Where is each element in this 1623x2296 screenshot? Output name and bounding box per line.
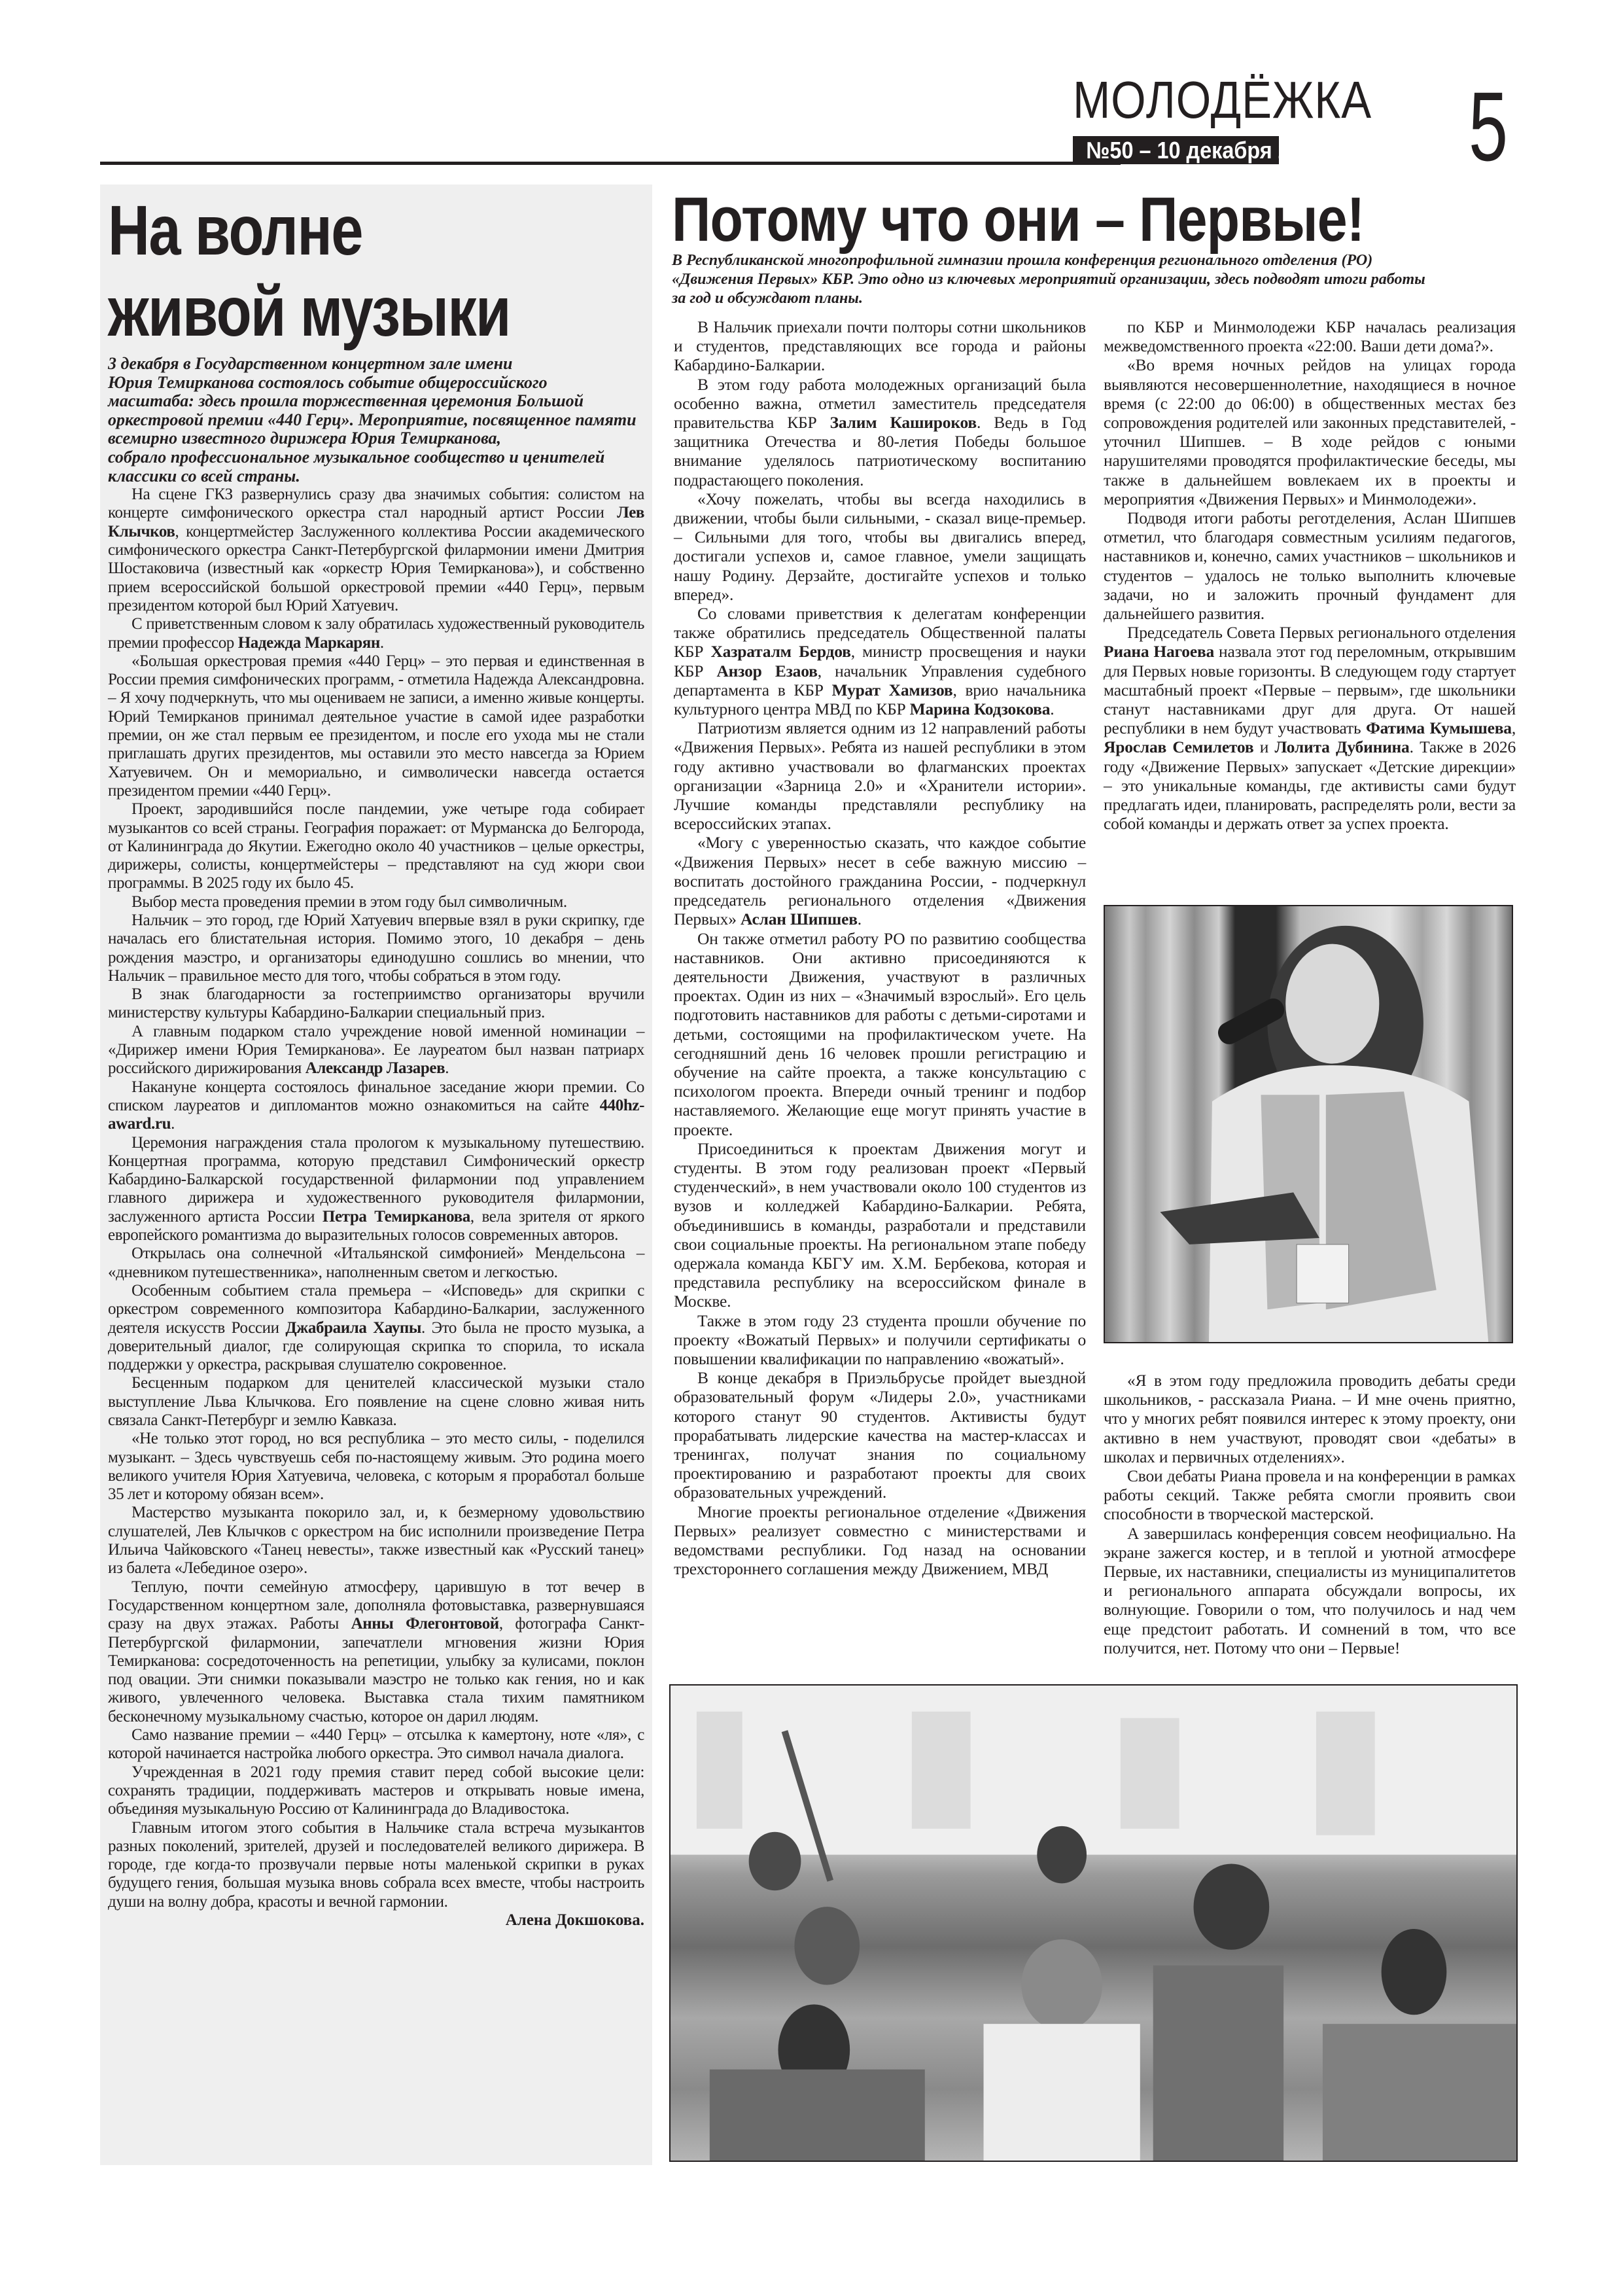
paragraph	[674, 375, 1086, 489]
text-run: Выбор места проведения премии в этом году был символичным.	[131, 892, 567, 911]
paragraph	[108, 1726, 644, 1763]
text-run: Мастерство музыканта покорило зал, и, к безмерному удовольствию слушателей, Лев Клычков с оркестром на бис исполнили произведение Петра Ильича Чайковского «Танец невесты», также известный как «Русский танец» из балета «Лебединое озеро».	[108, 1504, 644, 1578]
issue-badge	[1073, 136, 1325, 164]
text-run: ,	[1511, 718, 1516, 738]
bold-name: Фатима Кумышева	[1365, 718, 1512, 738]
text-run: , концертмейстер Заслуженного коллектива России академического симфонического оркестра Санкт-Петербургской филармонии имени Дмитрия Шостаковича (известный как «оркестр Юрия Темирканова»), и собственно прием всероссийской большой оркестровой премии «440 Герц», первым президентом которой был Юрий Хатуевич.	[108, 522, 644, 614]
text-run: .	[445, 1059, 449, 1078]
bold-name: Аслан Шипшев	[740, 910, 858, 929]
lead-line: «Движения Первых» КБР. Это одно из ключевых мероприятий организации, здесь подводят итоги работы	[672, 271, 1425, 288]
text-run: .	[1050, 699, 1055, 719]
bold-name: Александр Лазарев	[305, 1059, 445, 1078]
text-run: .	[171, 1115, 175, 1133]
left-article	[100, 185, 652, 2165]
crowd-photo	[669, 1684, 1518, 2162]
lead-line: масштаба: здесь прошла торжественная церемония Большой	[108, 391, 584, 411]
paragraph	[674, 718, 1086, 833]
text-run: В конце декабря в Приэльбрусье пройдет выездной образовательный форум «Лидеры 2.0», участниками которого станут 90 студентов. Активисты будут прорабатывать лидерские качества на мастер-классах и тренингах, получат знания по социальному проектированию и разработают проекты для своих образовательных учреждений.	[674, 1368, 1086, 1502]
text-run: Особенным событием стала премьера – «Исповедь» для скрипки с оркестром современного композитора Кабардино-Балкарии, заслуженного деятеля искусств России	[108, 1281, 644, 1337]
lead-line: 3 декабря в Государственном концертном зале имени	[108, 354, 513, 373]
person-head	[794, 1907, 860, 1985]
paragraph	[674, 1139, 1086, 1311]
paragraph	[108, 486, 644, 615]
text-run: «Большая оркестровая премия «440 Герц» – это первая и единственная в России премия симфонических программ, - отметила Надежда Александровна. – Я хочу подчеркнуть, что мы оцениваем не записи, а именно живые концерты. Юрий Темирканов принимал деятельное участие в самой идее разработки премии, он же стал первым ее президентом, и после его ухода мы не стали приглашать других президентов, мы оставили это место навсегда за Юрием Хатуевичем. Он и мемориально, и символически навсегда остается президентом премии «440 Герц».	[108, 652, 644, 800]
left-article-body	[108, 486, 644, 1911]
text-run: В знак благодарности за гостеприимство организаторы вручили министерству культуры Кабардино-Балкарии специальный приз.	[108, 985, 644, 1022]
paragraph	[674, 1311, 1086, 1369]
text-run: . Также в 2026 году «Движение Первых» запускает «Детские дирекции» – это уникальные команды, где активисты сами будут предлагать идеи, планировать, распределять роли, вести за собой команды и держать ответ за успех проекта.	[1104, 737, 1516, 834]
text-run: . Это была не просто музыка, а доверительный диалог, где солирующая скрипка то спорила, то искала поддержки у оркестра, раскрывая слушателю сокровенное.	[108, 1318, 644, 1374]
bold-name: Лолита Дубинина	[1274, 737, 1410, 757]
bold-name: Залим Кашироков	[829, 413, 977, 433]
author-signature: Алена Докшокова.	[505, 1911, 644, 1930]
bold-name: Ярослав Семилетов	[1104, 737, 1254, 757]
paragraph	[1104, 355, 1516, 508]
right-article-column-2	[1104, 317, 1516, 833]
lead-line: за год и обсуждают планы.	[672, 290, 863, 307]
text-run: «Хочу пожелать, чтобы вы всегда находились в движении, чтобы были сильными, - сказал вице-премьер. – Сильными для того, чтобы вы двигались вперед, достигали успехов и, самое главное, умели защищать нашу Родину. Дерзайте, достигайте успехов и только вперед».	[674, 489, 1086, 604]
newspaper-title: МОЛОДЁЖКА	[1073, 71, 1372, 129]
paragraph	[108, 1023, 644, 1078]
text-run: В Нальчик приехали почти полторы сотни школьников и студентов, представляющих все города и районы Кабардино-Балкарии.	[674, 317, 1086, 375]
paragraph	[1104, 317, 1516, 355]
text-run: , врио начальника культурного центра МВД по КБР	[674, 680, 1086, 719]
bold-name: Хазраталм Бердов	[710, 642, 851, 662]
dark-shirt-shape	[1153, 1966, 1283, 2161]
lead-line: Юрия Темирканова состоялось событие общероссийского	[108, 372, 548, 392]
paragraph	[108, 1763, 644, 1819]
person-head	[749, 1832, 801, 1891]
right-article-column-1	[674, 317, 1086, 1578]
bold-name: Анзор Езаов	[716, 661, 818, 680]
text-run: А завершилась конференция совсем неофициально. На экране зажегся костер, и в теплой и уютной атмосфере Первые, их наставники, специалисты из муниципалитетов и регионального аппарата обсуждали вопросы, их волнующие. Говорили о том, что получилось и над чем еще предстоит работать. И сомнений в том, что все получится, нет. Потому что они – Первые!	[1104, 1523, 1516, 1657]
text-run: , фотографа Санкт-Петербургской филармонии, запечатлели мгновения жизни Юрия Темирканова: сосредоточенность на репетиции, улыбку за кулисами, поклон под овации. Эти снимки показывали маэстро не только как гения, но и как живого, увлеченного человека. Выставка стала тихим памятником бесконечному музыкальному счастью, которое он дарил людям.	[108, 1615, 644, 1725]
paragraph	[108, 985, 644, 1023]
text-run: Главным итогом этого события в Нальчике стала встреча музыкантов разных поколений, зрителей, друзей и последователей великого дирижера. В городе, где когда-то прозвучали первые ноты маленькой скрипки в руках будущего гения, большая музыка вновь собрала всех вместе, чтобы настроить души на волну добра, красоты и вечной гармонии.	[108, 1818, 644, 1911]
bold-name: Марина Кодзокова	[909, 699, 1051, 719]
masthead	[1073, 71, 1439, 164]
shirt-shape	[710, 2070, 925, 2161]
text-run: , министр просвещения и науки КБР	[674, 642, 1086, 680]
right-article-column-3	[1104, 1371, 1516, 1657]
text-run: Присоединиться к проектам Движения могут и студенты. В этом году реализован проект «Первый студенческий», в нем участвовали около 100 студентов из вузов и колледжей Кабардино-Балкарии. Ребята, объединившись в команды, разработали и представили свои социальные проекты. На региональном этапе победу одержала команда КБГУ им. Х.М. Бербекова, которая и представила республику на всероссийском финале в Москве.	[674, 1139, 1086, 1311]
speaker-photo	[1104, 905, 1513, 1343]
paragraph	[1104, 1466, 1516, 1524]
paragraph	[108, 800, 644, 892]
paragraph	[108, 911, 644, 985]
page-number: 5	[1469, 71, 1509, 181]
text-run: С приветственным словом к залу обратилась художественный руководитель премии профессор	[108, 615, 644, 652]
text-run: Проект, зародившийся после пандемии, уже четыре года собирает музыкантов со всей страны. География поражает: от Мурманска до Белгорода, от Калининграда до Якутии. Ежегодно около 40 участников – целые оркестры, дирижеры, солисты, концертмейстеры – представляют на суд жюри свои программы. В 2025 году их было 45.	[108, 800, 644, 892]
badge-shape	[1297, 1245, 1348, 1303]
person-head	[1382, 1929, 1447, 2015]
text-run: А главным подарком стало учреждение новой именной номинации – «Дирижер имени Юрия Темирканова». Ее лауреатом был назван патриарх российского дирижирования	[108, 1022, 644, 1078]
window-shape	[912, 1712, 971, 1829]
left-article-lead	[108, 355, 644, 486]
lead-line: всемирно известного дирижера Юрия Темирканова,	[108, 429, 502, 448]
paragraph	[1104, 1371, 1516, 1466]
bold-name: Анны Флегонтовой	[351, 1615, 499, 1633]
text-run: Бесценным подарком для ценителей классической музыки стало выступление Льва Клычкова. Его появление на сцене словно живая нить связала Санкт-Петербург и землю Кавказа.	[108, 1374, 644, 1429]
bold-name: Лев Клычков	[108, 504, 644, 540]
text-run: «Могу с уверенностью сказать, что каждое событие «Движения Первых» несет в себе важную миссию – воспитать достойного гражданина России, - подчеркнул председатель регионального отделения «Движения Первых»	[674, 833, 1086, 929]
text-run: назвала этот год переломным, открывшим для Первых новые горизонты. В следующем году стартует масштабный проект «Первые – первым», где школьники станут наставниками друг для друга. От нашей республики в нем будут участвовать	[1104, 642, 1516, 738]
paragraph	[108, 1578, 644, 1726]
paragraph	[108, 1134, 644, 1245]
shirt-shape	[1323, 2024, 1516, 2161]
paragraph	[1104, 508, 1516, 623]
paragraph	[108, 1374, 644, 1430]
text-run: Также в этом году 23 студента прошли обучение по проекту «Вожатый Первых» и получили сертификаты о повышении квалификации по направлению «вожатый».	[674, 1311, 1086, 1368]
white-shirt-shape	[984, 2024, 1140, 2161]
paragraph	[108, 652, 644, 800]
bold-name: Джабраила Хаупы	[285, 1318, 421, 1337]
text-run: Накануне концерта состоялось финальное заседание жюри премии. Со списком лауреатов и дипломантов можно ознакомиться на сайте	[108, 1078, 644, 1114]
paragraph	[108, 1078, 644, 1134]
text-run: «Не только этот город, но вся республика – это место силы, - поделился музыкант. – Здесь чувствуешь себя по-настоящему живым. Это родина моего великого учителя Юрия Хатуевича, человека, с которым я проработал больше 35 лет и которому обязан всем».	[108, 1430, 644, 1504]
text-run: «Во время ночных рейдов на улицах города выявляются несовершеннолетние, находящиеся в ночное время (с 22:00 до 06:00) в общественных местах без сопровождения родителей или законных представителей, - уточнил Шипшев. – В ходе рейдов с юными нарушителями проводятся профилактические беседы, мы также в дальнейшем вовлекаем их в проекты и мероприятия «Движения Первых» и Минмолодежи».	[1104, 355, 1516, 508]
paragraph	[674, 833, 1086, 928]
paragraph	[108, 1504, 644, 1578]
text-run: Нальчик – это город, где Юрий Хатуевич впервые взял в руки скрипку, где началась его блистательная история. Помимо этого, 10 декабря – день рождения маэстро, и организаторы единодушно сошлись во мнении, что Нальчик – правильное место для того, чтобы собраться в этом году.	[108, 911, 644, 985]
text-run: . Ведь в Год защитника Отечества и 80-летия Победы большое внимание уделялось патриотическому воспитанию подрастающего поколения.	[674, 413, 1087, 489]
text-run: Учрежденная в 2021 году премия ставит перед собой высокие цели: сохранять традиции, поддерживать мастеров и открывать новые имена, объединяя музыкальную Россию от Калининграда до Владивостока.	[108, 1763, 644, 1818]
text-run: .	[379, 633, 384, 652]
text-run: Он также отметил работу РО по развитию сообщества наставников. Они активно присоединяются к деятельности Движения, участвуют в различных проектах. Один из них – «Значимый взрослый». Его цель подготовить наставников для работы с детьми-сиротами и детьми, состоящими на профилактическом учете. На сегодняшний день 16 человек прошли регистрацию и обучение на сайте проекта, а также консультацию с психологом проекта. Впереди очный тренинг и подбор наставляемого. Желающие еще могут принять участие в проекте.	[674, 928, 1086, 1139]
bold-name: Петра Темирканова	[322, 1207, 470, 1226]
window-shape	[697, 1712, 742, 1829]
issue-text: №50 – 10 декабря 2025	[1086, 137, 1325, 164]
person-head	[1194, 1863, 1270, 1949]
paragraph	[1104, 1524, 1516, 1657]
paragraph	[108, 1282, 644, 1374]
text-run: Теплую, почти семейную атмосферу, царившую в тот вечер в Государственном концертном зале, дополняла фотовыставка, развернувшаяся сразу на двух этажах. Работы	[108, 1578, 644, 1633]
text-run: по КБР и Минмолодежи КБР началась реализация межведомственного проекта «22:00. Ваши дети дома?».	[1104, 317, 1516, 356]
text-run: «Я в этом году предложила проводить дебаты среди школьников, - рассказала Риана. – И мне очень приятно, что у многих ребят появился интерес к этому проекту, они активно в нем участвуют, проводят свои «дебаты» в школах и первичных отделениях».	[1104, 1371, 1516, 1466]
person-head	[1021, 1939, 1102, 2030]
text-run: Многие проекты региональное отделение «Движения Первых» реализует совместно с министерствами и ведомствами республики. Год назад на основании трехстороннего соглашения между Движением, МВД	[674, 1502, 1086, 1579]
text-run: В этом году работа молодежных организаций была особенно важна, отметил заместитель председателя правительства КБР	[674, 374, 1086, 433]
right-article-lead	[672, 251, 1522, 308]
text-run: Церемония награждения стала прологом к музыкальному путешествию. Концертная программа, которую представил Симфонический оркестр Кабардино-Балкарской государственной филармонии под управлением главного дирижера и художественного руководителя филармонии, заслуженного артиста России	[108, 1133, 644, 1226]
text-run: На сцене ГКЗ развернулись сразу два значимых события: солистом на концерте симфонического оркестра стал народный артист России	[108, 486, 644, 522]
right-article-title: Потому что они – Первые!	[672, 185, 1365, 255]
face-shape	[1285, 944, 1379, 1064]
paragraph	[108, 893, 644, 911]
bold-name: Риана Нагоева	[1104, 642, 1215, 662]
bold-name: 440hz-award.ru	[108, 1096, 644, 1133]
text-run: .	[857, 910, 862, 929]
title-line: На волне	[108, 190, 362, 270]
text-run: Председатель Совета Первых регионального отделения	[1127, 623, 1516, 643]
paragraph	[108, 615, 644, 652]
bold-name: Мурат Хамизов	[831, 680, 953, 699]
speaker-photo-illustration	[1105, 906, 1512, 1342]
header-rule	[100, 162, 1121, 165]
person-head	[1037, 1826, 1087, 1884]
title-line: живой музыки	[108, 272, 510, 351]
text-run: и	[1253, 737, 1275, 757]
lead-line: оркестровой премии «440 Герц». Мероприятие, посвященное памяти	[108, 410, 637, 429]
text-run: , вела зрителя от яркого европейского романтизма до выразительных голосов современных авторов.	[108, 1207, 644, 1245]
text-run: Свои дебаты Риана провела и на конференции в рамках работы секций. Также ребята смогли проявить свои способности в творческой мастерской.	[1104, 1466, 1516, 1524]
paragraph	[674, 1502, 1086, 1579]
lead-line: собрало профессиональное музыкальное сообщество и ценителей	[108, 447, 605, 467]
paragraph	[674, 929, 1086, 1139]
text-run: Само название премии – «440 Герц» – отсылка к камертону, ноте «ля», с которой начинается настройка любого оркестра. Это символ начала диалога.	[108, 1726, 644, 1763]
paragraph	[674, 1368, 1086, 1502]
window-shape	[1316, 1712, 1375, 1835]
lead-line: В Республиканской многопрофильной гимназии прошла конференция регионального отделения (РО)	[672, 252, 1373, 269]
text-run: Открылась она солнечной «Итальянской симфонией» Мендельсона – «дневником путешественника», наполненным светом и легкостью.	[108, 1245, 644, 1281]
paragraph	[674, 604, 1086, 718]
text-run: Патриотизм является одним из 12 направлений работы «Движения Первых». Ребята из нашей республики в этом году активно участвовали во флагманских проектах организации «Зарница 2.0» и «Хранители истории». Лучшие команды представляли республику на всероссийских этапах.	[674, 718, 1086, 834]
crowd-photo-illustration	[671, 1686, 1516, 2161]
paragraph	[1104, 623, 1516, 833]
paragraph	[108, 1819, 644, 1911]
text-run: Подводя итоги работы реготделения, Аслан Шипшев отметил, что благодаря совместным усилиям педагогов, наставников и, конечно, самих участников – школьников и студентов – удалось не только выполнить ключевые задачи, но и заложить прочный фундамент для дальнейшего развития.	[1104, 508, 1516, 624]
paragraph	[674, 489, 1086, 604]
text-run: , начальник Управления судебного департамента в КБР	[674, 661, 1086, 699]
bold-name: Надежда Маркарян	[237, 633, 380, 652]
window-shape	[1121, 1718, 1179, 1829]
lead-line: классики со всей страны.	[108, 466, 300, 486]
paragraph	[108, 1245, 644, 1282]
left-article-title	[108, 190, 644, 352]
paragraph	[674, 317, 1086, 375]
text-run: Со словами приветствия к делегатам конференции также обратились председатель Общественной палаты КБР	[674, 604, 1086, 662]
paragraph	[108, 1430, 644, 1504]
